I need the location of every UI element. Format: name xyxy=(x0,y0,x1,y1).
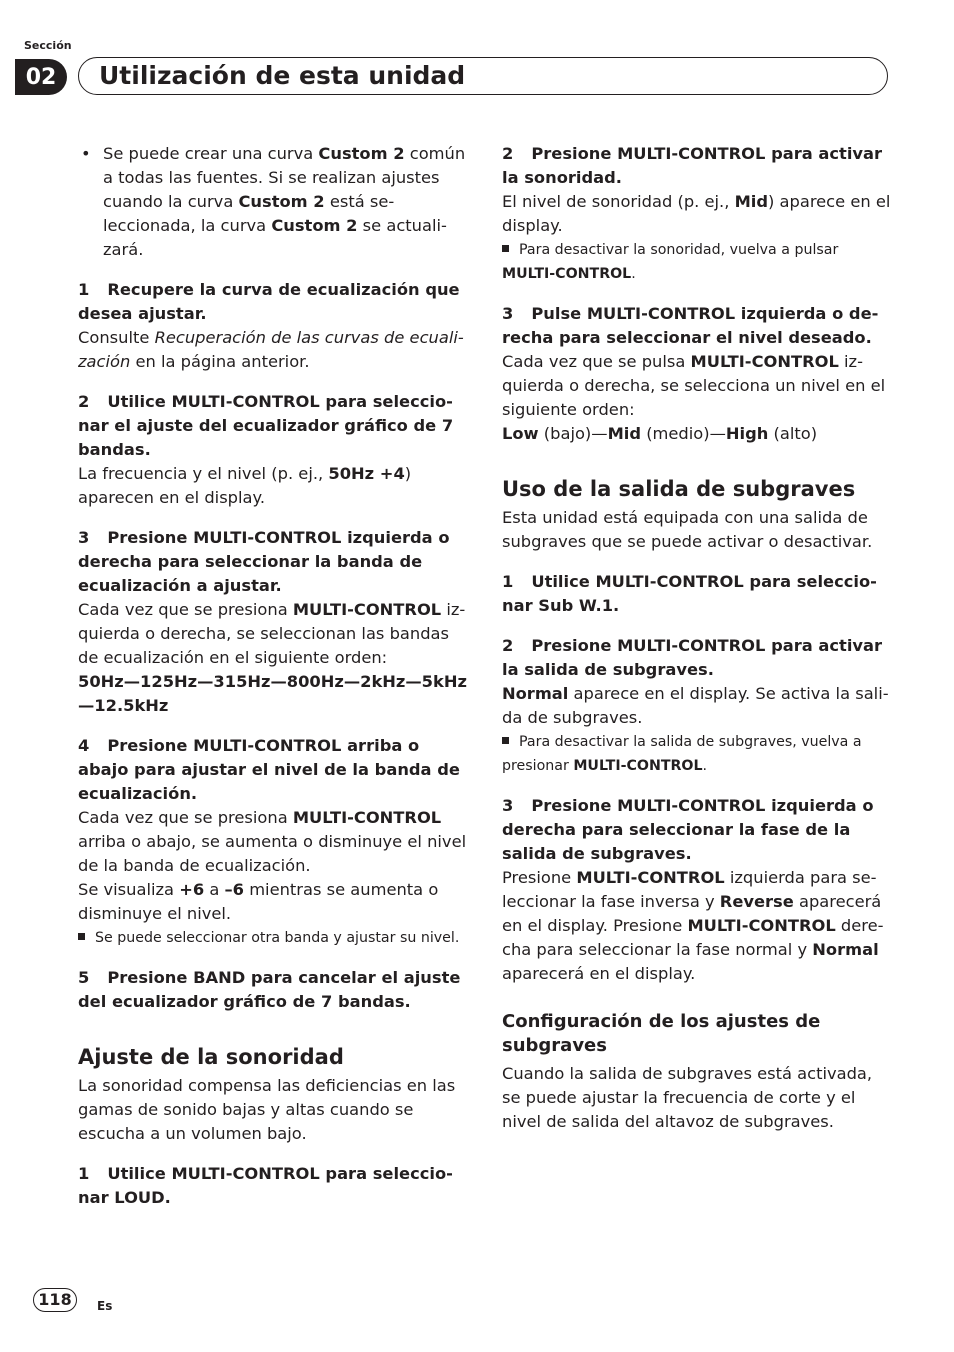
step-select-loud-level: 3 Pulse MULTI-CONTROL izquierda o derecha para seleccionar el nivel deseado. xyxy=(502,304,879,347)
subw-config-intro: Cuando la salida de subgraves está activada, se puede ajustar la frecuencia de corte y el nivel de salida del altavoz de subgraves. xyxy=(502,1064,873,1131)
note-other-band: Se puede seleccionar otra banda y ajustar su nivel. xyxy=(78,926,468,950)
step-activate-subw: 2 Presione MULTI-CONTROL para activar la salida de subgraves. xyxy=(502,636,883,679)
step-activate-loudness-body: El nivel de sonoridad (p. ej., Mid) aparece en el display. xyxy=(502,192,891,235)
step-recall-curve: 1 Recupere la curva de ecualización que desea ajustar. xyxy=(78,280,460,323)
note-square-icon xyxy=(502,737,509,744)
heading-subw-config: Configuración de los ajustes de subgraves xyxy=(502,1011,821,1056)
step-select-loud: 1 Utilice MULTI-CONTROL para seleccionar LOUD. xyxy=(78,1164,453,1207)
step-activate-subw-body: Normal aparece en el display. Se activa la salida de subgraves. xyxy=(502,684,889,727)
section-label: Sección xyxy=(24,39,72,52)
left-column xyxy=(78,142,468,1210)
step-select-band: 3 Presione MULTI-CONTROL izquierda o derecha para seleccionar la banda de ecualización a ajustar. xyxy=(78,528,450,595)
subwoofer-intro: Esta unidad está equipada con una salida de subgraves que se puede activar o desactivar. xyxy=(502,508,873,551)
section-number-badge: 02 xyxy=(15,59,67,95)
bullet-dot: • xyxy=(81,144,91,163)
title-frame xyxy=(78,57,888,95)
heading-subwoofer: Uso de la salida de subgraves xyxy=(502,477,856,501)
note-deactivate-subw: Para desactivar la salida de subgraves, vuelva a presionar MULTI-CONTROL. xyxy=(502,734,862,774)
note-square-icon xyxy=(502,245,509,252)
right-column xyxy=(502,142,892,1134)
step-subw-phase: 3 Presione MULTI-CONTROL izquierda o derecha para seleccionar la fase de la salida de subgraves. xyxy=(502,796,874,863)
step-activate-loudness: 2 Presione MULTI-CONTROL para activar la sonoridad. xyxy=(502,144,883,187)
bullet-custom2: • Se puede crear una curva Custom 2 común a todas las fuentes. Si se realizan ajustes cuando la curva Custom 2 está seleccionada, la curva Custom 2 se actualizará. xyxy=(81,144,466,259)
loudness-level-sequence: Low (bajo)—Mid (medio)—High (alto) xyxy=(502,424,818,443)
loudness-intro: La sonoridad compensa las deficiencias en las gamas de sonido bajas y altas cuando se escucha a un volumen bajo. xyxy=(78,1076,456,1143)
step-select-band-body: Cada vez que se presiona MULTI-CONTROL izquierda o derecha, se seleccionan las bandas de ecualización en el siguiente orden: xyxy=(78,600,466,667)
note-square-icon xyxy=(78,933,85,940)
page-number: 118 xyxy=(33,1288,77,1312)
step-select-loud-level-body: Cada vez que se pulsa MULTI-CONTROL izquierda o derecha, se selecciona un nivel en el siguiente orden: xyxy=(502,352,886,419)
step-adjust-level-range: Se visualiza +6 a –6 mientras se aumenta o disminuye el nivel. xyxy=(78,880,439,923)
page-title: Utilización de esta unidad xyxy=(99,61,466,90)
language-code: Es xyxy=(97,1299,113,1313)
step-select-eq: 2 Utilice MULTI-CONTROL para seleccionar el ajuste del ecualizador gráfico de 7 bandas. xyxy=(78,392,454,459)
step-recall-body: Consulte Recuperación de las curvas de ecualización en la página anterior. xyxy=(78,328,464,371)
step-select-eq-body: La frecuencia y el nivel (p. ej., 50Hz +4) aparecen en el display. xyxy=(78,464,412,507)
step-select-subw: 1 Utilice MULTI-CONTROL para seleccionar Sub W.1. xyxy=(502,572,877,615)
step-adjust-level-body: Cada vez que se presiona MULTI-CONTROL arriba o abajo, se aumenta o disminuye el nivel de la banda de ecualización. xyxy=(78,808,467,875)
step-adjust-level: 4 Presione MULTI-CONTROL arriba o abajo para ajustar el nivel de la banda de ecualización. xyxy=(78,736,460,803)
step-cancel-eq: 5 Presione BAND para cancelar el ajuste del ecualizador gráfico de 7 bandas. xyxy=(78,968,461,1011)
step-subw-phase-body: Presione MULTI-CONTROL izquierda para seleccionar la fase inversa y Reverse aparecerá en el display. Presione MULTI-CONTROL derecha para seleccionar la fase normal y Normal aparecerá en el display. xyxy=(502,868,884,983)
note-deactivate-loudness: Para desactivar la sonoridad, vuelva a pulsar MULTI-CONTROL. xyxy=(502,242,839,282)
heading-loudness: Ajuste de la sonoridad xyxy=(78,1045,344,1069)
band-sequence: 50Hz—125Hz—315Hz—800Hz—2kHz—5kHz—12.5kHz xyxy=(78,672,467,715)
